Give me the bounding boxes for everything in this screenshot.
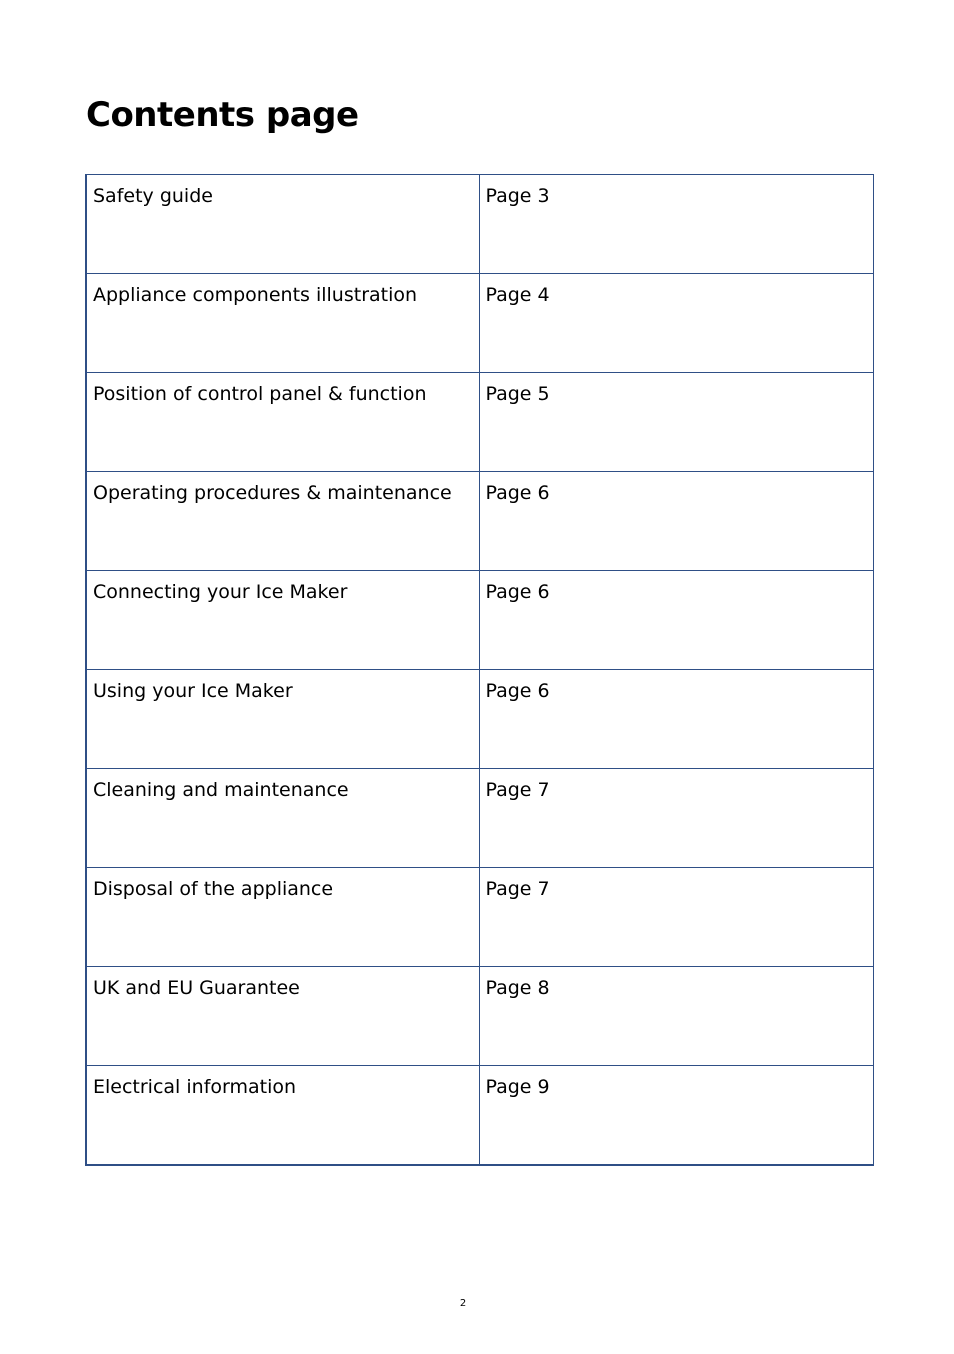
section-title-cell: Position of control panel & function bbox=[86, 373, 479, 472]
section-title-cell: Disposal of the appliance bbox=[86, 868, 479, 967]
section-title-cell: Safety guide bbox=[86, 175, 479, 274]
table-row bbox=[86, 571, 873, 670]
table-row bbox=[86, 769, 873, 868]
page-reference-cell: Page 5 bbox=[479, 373, 873, 472]
table-row bbox=[86, 175, 873, 274]
section-title-cell: Connecting your Ice Maker bbox=[86, 571, 479, 670]
page-reference-cell: Page 7 bbox=[479, 868, 873, 967]
table-row bbox=[86, 373, 873, 472]
section-title-cell: Using your Ice Maker bbox=[86, 670, 479, 769]
table-row bbox=[86, 967, 873, 1066]
section-title-cell: Cleaning and maintenance bbox=[86, 769, 479, 868]
page-reference-cell: Page 3 bbox=[479, 175, 873, 274]
section-title-cell: Appliance components illustration bbox=[86, 274, 479, 373]
table-row bbox=[86, 274, 873, 373]
section-title-cell: UK and EU Guarantee bbox=[86, 967, 479, 1066]
section-title-cell: Electrical information bbox=[86, 1066, 479, 1165]
section-title-cell: Operating procedures & maintenance bbox=[86, 472, 479, 571]
page-reference-cell: Page 6 bbox=[479, 571, 873, 670]
page-reference-cell: Page 4 bbox=[479, 274, 873, 373]
table-row bbox=[86, 670, 873, 769]
page-title: Contents page bbox=[86, 95, 359, 135]
page-reference-cell: Page 7 bbox=[479, 769, 873, 868]
table-row bbox=[86, 1066, 873, 1165]
page-reference-cell: Page 6 bbox=[479, 670, 873, 769]
footer-page-number: 2 bbox=[459, 1298, 467, 1309]
page-reference-cell: Page 8 bbox=[479, 967, 873, 1066]
table-row bbox=[86, 868, 873, 967]
contents-table bbox=[85, 174, 874, 1166]
page-reference-cell: Page 6 bbox=[479, 472, 873, 571]
page-reference-cell: Page 9 bbox=[479, 1066, 873, 1165]
table-row bbox=[86, 472, 873, 571]
